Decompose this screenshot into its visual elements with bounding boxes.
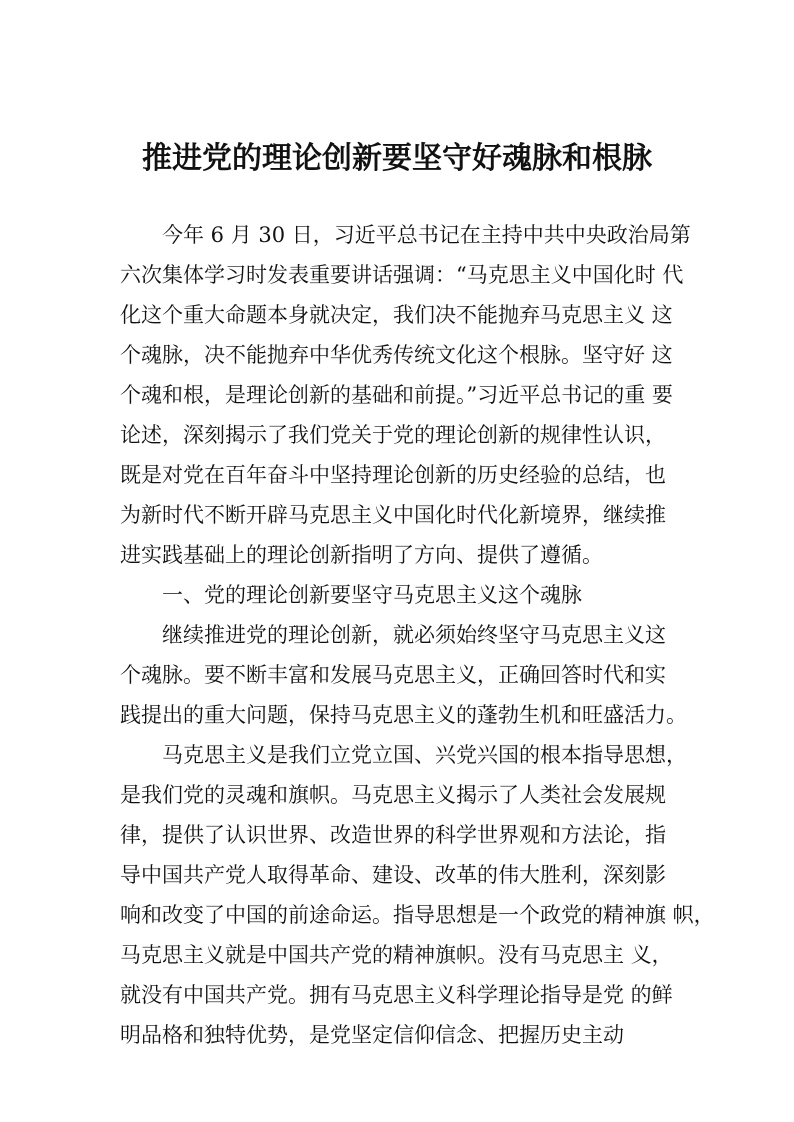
paragraph-line: 今年 6 月 30 日，习近平总书记在主持中共中央政治局第 [162, 223, 691, 247]
paragraph-line: 律，提供了认识世界、改造世界的科学世界观和方法论，指 [120, 823, 666, 847]
paragraph-line: 践提出的重大问题，保持马克思主义的蓬勃生机和旺盛活力。 [120, 703, 687, 727]
paragraph-line: 是我们党的灵魂和旗帜。马克思主义揭示了人类社会发展规 [120, 783, 666, 807]
paragraph-line: 导中国共产党人取得革命、建设、改革的伟大胜利，深刻影 [120, 863, 666, 887]
document-title: 推进党的理论创新要坚守好魂脉和根脉 [142, 141, 652, 176]
paragraph-line: 六次集体学习时发表重要讲话强调：“马克思主义中国化时 代 [120, 263, 684, 287]
paragraph-line: 为新时代不断开辟马克思主义中国化时代化新境界，继续推 [120, 503, 666, 527]
section-heading: 一、党的理论创新要坚守马克思主义这个魂脉 [162, 583, 582, 607]
paragraph-line: 响和改变了中国的前途命运。指导思想是一个政党的精神旗 帜， [120, 903, 715, 927]
paragraph-line: 明品格和独特优势，是党坚定信仰信念、把握历史主动 [120, 1023, 624, 1047]
document-body [120, 215, 720, 1055]
paragraph-line: 个魂脉，决不能抛弃中华优秀传统文化这个根脉。坚守好 这 [120, 343, 673, 367]
paragraph-line: 论述，深刻揭示了我们党关于党的理论创新的规律性认识， [120, 423, 666, 447]
paragraph-line: 进实践基础上的理论创新指明了方向、提供了遵循。 [120, 543, 603, 567]
paragraph-line: 化这个重大命题本身就决定，我们决不能抛弃马克思主义 这 [120, 303, 673, 327]
paragraph-line: 既是对党在百年奋斗中坚持理论创新的历史经验的总结，也 [120, 463, 666, 487]
paragraph-line: 马克思主义是我们立党立国、兴党兴国的根本指导思想， [162, 743, 687, 767]
paragraph-line: 个魂和根，是理论创新的基础和前提。”习近平总书记的重 要 [120, 383, 673, 407]
paragraph-line: 马克思主义就是中国共产党的精神旗帜。没有马克思主 义， [120, 943, 673, 967]
paragraph-line: 就没有中国共产党。拥有马克思主义科学理论指导是党 的鲜 [120, 983, 673, 1007]
paragraph-line: 个魂脉。要不断丰富和发展马克思主义，正确回答时代和实 [120, 663, 666, 687]
paragraph-line: 继续推进党的理论创新，就必须始终坚守马克思主义这 [162, 623, 666, 647]
